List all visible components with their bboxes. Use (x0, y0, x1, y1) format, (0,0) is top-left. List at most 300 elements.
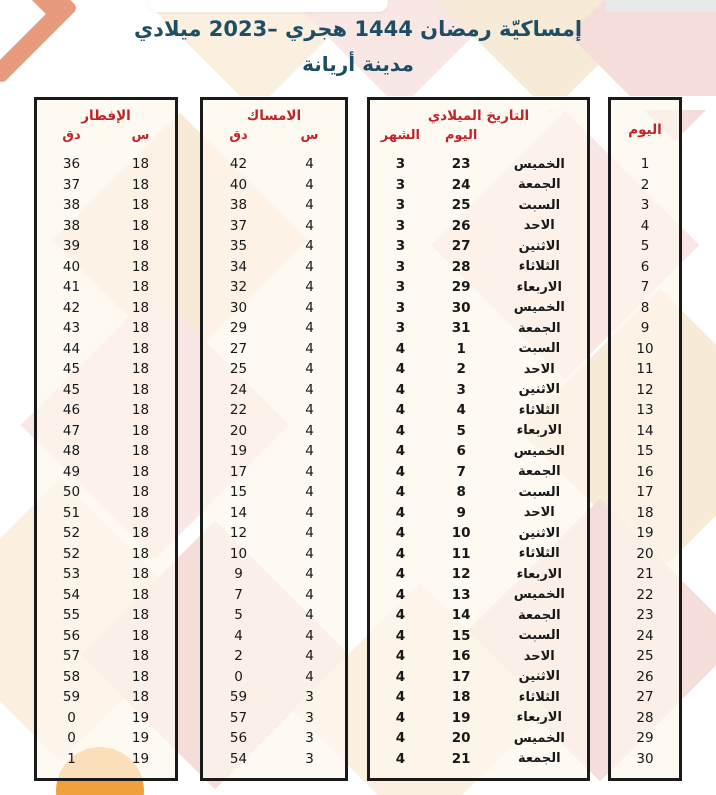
cell-ramadan-day: 29 (636, 730, 654, 747)
cell-imsak-hour: 4 (305, 484, 314, 501)
table-row-iftar (37, 154, 175, 175)
cell-imsak-minute: 30 (229, 299, 248, 316)
cell-ramadan-day: 7 (640, 279, 650, 296)
cell-iftar-hour: 18 (131, 648, 150, 665)
cell-gregorian-month: 4 (395, 750, 406, 767)
cell-weekday: الخميس (513, 730, 565, 746)
table-row-gregorian-date (370, 462, 587, 483)
table-row-imsak (203, 605, 345, 626)
cell-imsak-minute: 20 (229, 422, 248, 439)
cell-weekday: الاحد (523, 648, 555, 664)
table-row-ramadan-day (611, 646, 679, 667)
table-imsak (200, 97, 348, 781)
cell-ramadan-day: 13 (636, 402, 654, 419)
header-gregorian-weekday (492, 126, 587, 146)
table-row-ramadan-day (611, 585, 679, 606)
cell-weekday: الاحد (523, 505, 555, 521)
cell-gregorian-month: 3 (395, 238, 406, 255)
table-row-imsak (203, 216, 345, 237)
cell-gregorian-month: 3 (395, 258, 406, 275)
table-row-ramadan-day (611, 564, 679, 585)
cell-ramadan-day: 22 (636, 586, 654, 603)
cell-ramadan-day: 12 (636, 381, 654, 398)
cell-gregorian-day: 18 (451, 689, 471, 706)
cell-gregorian-day: 31 (451, 320, 471, 337)
cell-imsak-minute: 12 (229, 525, 248, 542)
cell-imsak-minute: 2 (234, 648, 243, 665)
cell-gregorian-day: 27 (451, 238, 471, 255)
cell-weekday: الاثنين (518, 382, 560, 398)
cell-gregorian-day: 16 (451, 648, 471, 665)
cell-iftar-hour: 18 (131, 545, 150, 562)
cell-imsak-hour: 4 (305, 525, 314, 542)
table-imsak-body (203, 154, 345, 769)
table-row-iftar (37, 257, 175, 278)
cell-weekday: الاربعاء (516, 710, 562, 726)
table-row-iftar (37, 605, 175, 626)
cell-imsak-hour: 4 (305, 545, 314, 562)
table-ramadan-day (608, 97, 682, 781)
table-row-imsak (203, 400, 345, 421)
table-row-iftar (37, 298, 175, 319)
cell-ramadan-day: 16 (636, 463, 654, 480)
table-row-gregorian-date (370, 195, 587, 216)
cell-iftar-minute: 37 (62, 176, 81, 193)
table-row-gregorian-date (370, 318, 587, 339)
table-row-gregorian-date (370, 728, 587, 749)
cell-ramadan-day: 21 (636, 566, 654, 583)
table-row-iftar (37, 400, 175, 421)
cell-imsak-hour: 4 (305, 381, 314, 398)
table-row-iftar (37, 523, 175, 544)
cell-gregorian-day: 15 (451, 627, 471, 644)
table-row-ramadan-day (611, 687, 679, 708)
cell-weekday: الاثنين (518, 238, 560, 254)
table-row-ramadan-day (611, 605, 679, 626)
table-row-ramadan-day (611, 339, 679, 360)
cell-iftar-hour: 18 (131, 689, 150, 706)
table-row-ramadan-day (611, 708, 679, 729)
cell-ramadan-day: 24 (636, 627, 654, 644)
cell-imsak-hour: 4 (305, 340, 314, 357)
cell-gregorian-month: 4 (395, 607, 406, 624)
cell-ramadan-day: 23 (636, 607, 654, 624)
cell-iftar-minute: 44 (62, 340, 81, 357)
header-gregorian-title: التاريخ الميلادي (427, 108, 530, 124)
cell-imsak-hour: 4 (305, 197, 314, 214)
cell-gregorian-month: 3 (395, 197, 406, 214)
table-row-imsak (203, 523, 345, 544)
table-row-imsak (203, 687, 345, 708)
table-row-gregorian-date (370, 236, 587, 257)
cell-weekday: الجمعة (517, 464, 561, 480)
cell-gregorian-month: 4 (395, 504, 406, 521)
cell-gregorian-month: 4 (395, 545, 406, 562)
table-row-iftar (37, 380, 175, 401)
cell-gregorian-day: 28 (451, 258, 471, 275)
table-row-ramadan-day (611, 216, 679, 237)
cell-iftar-hour: 18 (131, 320, 150, 337)
table-row-gregorian-date (370, 749, 587, 770)
cell-imsak-hour: 3 (305, 750, 314, 767)
cell-weekday: الاحد (523, 361, 555, 377)
cell-gregorian-day: 19 (451, 709, 471, 726)
cell-imsak-hour: 4 (305, 402, 314, 419)
cell-weekday: الاثنين (518, 525, 560, 541)
cell-imsak-minute: 59 (229, 689, 248, 706)
cell-imsak-minute: 17 (229, 463, 248, 480)
cell-gregorian-day: 11 (451, 545, 471, 562)
table-row-ramadan-day (611, 462, 679, 483)
cell-imsak-hour: 4 (305, 668, 314, 685)
cell-gregorian-month: 4 (395, 484, 406, 501)
table-row-ramadan-day (611, 380, 679, 401)
cell-gregorian-day: 21 (451, 750, 471, 767)
table-row-gregorian-date (370, 564, 587, 585)
cell-gregorian-month: 3 (395, 217, 406, 234)
cell-iftar-hour: 19 (131, 709, 150, 726)
table-row-gregorian-date (370, 605, 587, 626)
cell-gregorian-month: 3 (395, 156, 406, 173)
cell-ramadan-day: 5 (640, 238, 650, 255)
cell-imsak-minute: 9 (234, 566, 243, 583)
cell-ramadan-day: 26 (636, 668, 654, 685)
cell-imsak-hour: 4 (305, 258, 314, 275)
table-row-iftar (37, 236, 175, 257)
table-row-imsak (203, 441, 345, 462)
cell-imsak-minute: 57 (229, 709, 248, 726)
cell-gregorian-day: 13 (451, 586, 471, 603)
table-row-gregorian-date (370, 359, 587, 380)
table-row-iftar (37, 462, 175, 483)
table-row-gregorian-date (370, 523, 587, 544)
table-row-gregorian-date (370, 400, 587, 421)
table-row-iftar (37, 503, 175, 524)
table-row-ramadan-day (611, 277, 679, 298)
cell-gregorian-day: 4 (456, 402, 466, 419)
cell-gregorian-month: 4 (395, 586, 406, 603)
cell-ramadan-day: 28 (636, 709, 654, 726)
cell-imsak-hour: 4 (305, 627, 314, 644)
table-row-gregorian-date (370, 154, 587, 175)
cell-iftar-minute: 52 (62, 545, 81, 562)
cell-gregorian-month: 4 (395, 525, 406, 542)
cell-imsak-hour: 4 (305, 463, 314, 480)
cell-gregorian-month: 4 (395, 566, 406, 583)
table-row-iftar (37, 544, 175, 565)
table-row-imsak (203, 544, 345, 565)
cell-weekday: الثلاثاء (518, 259, 560, 275)
cell-weekday: الاحد (523, 218, 555, 234)
header-imsak-subrow (203, 126, 345, 146)
table-row-imsak (203, 503, 345, 524)
cell-iftar-hour: 18 (131, 627, 150, 644)
header-ramadan-day-title: اليوم (628, 122, 662, 138)
table-row-iftar (37, 359, 175, 380)
table-row-ramadan-day (611, 400, 679, 421)
cell-weekday: الخميس (513, 156, 565, 172)
cell-imsak-minute: 38 (229, 197, 248, 214)
cell-gregorian-month: 4 (395, 668, 406, 685)
cell-iftar-hour: 18 (131, 484, 150, 501)
header-imsak-hour: س (300, 128, 319, 144)
table-row-ramadan-day (611, 421, 679, 442)
cell-gregorian-month: 4 (395, 340, 406, 357)
table-row-imsak (203, 359, 345, 380)
cell-imsak-hour: 4 (305, 238, 314, 255)
cell-gregorian-month: 4 (395, 463, 406, 480)
table-row-imsak (203, 236, 345, 257)
cell-iftar-minute: 51 (62, 504, 81, 521)
cell-iftar-minute: 36 (62, 156, 81, 173)
cell-gregorian-day: 29 (451, 279, 471, 296)
cell-imsak-minute: 25 (229, 361, 248, 378)
table-row-gregorian-date (370, 646, 587, 667)
cell-ramadan-day: 4 (640, 217, 650, 234)
cell-imsak-hour: 4 (305, 443, 314, 460)
table-ramadan-day-body (611, 154, 679, 769)
cell-ramadan-day: 17 (636, 484, 654, 501)
cell-imsak-hour: 4 (305, 299, 314, 316)
header-imsak-title: الامساك (246, 108, 302, 124)
cell-gregorian-day: 20 (451, 730, 471, 747)
cell-imsak-minute: 7 (234, 586, 243, 603)
table-row-gregorian-date (370, 216, 587, 237)
cell-gregorian-month: 3 (395, 176, 406, 193)
cell-weekday: السبت (518, 484, 561, 500)
table-row-imsak (203, 195, 345, 216)
table-row-gregorian-date (370, 277, 587, 298)
table-row-gregorian-date (370, 380, 587, 401)
cell-imsak-minute: 5 (234, 607, 243, 624)
cell-iftar-minute: 58 (62, 668, 81, 685)
table-row-imsak (203, 626, 345, 647)
cell-imsak-minute: 14 (229, 504, 248, 521)
cell-gregorian-day: 14 (451, 607, 471, 624)
cell-weekday: الجمعة (517, 320, 561, 336)
cell-iftar-hour: 18 (131, 258, 150, 275)
cell-ramadan-day: 20 (636, 545, 654, 562)
cell-weekday: الخميس (513, 587, 565, 603)
cell-weekday: الخميس (513, 300, 565, 316)
table-gregorian-date (367, 97, 590, 781)
table-row-iftar (37, 564, 175, 585)
cell-gregorian-day: 5 (456, 422, 466, 439)
cell-imsak-minute: 4 (234, 627, 243, 644)
cell-iftar-minute: 56 (62, 627, 81, 644)
cell-gregorian-day: 12 (451, 566, 471, 583)
cell-iftar-hour: 18 (131, 156, 150, 173)
table-row-gregorian-date (370, 175, 587, 196)
cell-gregorian-day: 1 (456, 340, 466, 357)
table-row-gregorian-date (370, 544, 587, 565)
cell-imsak-minute: 40 (229, 176, 248, 193)
cell-iftar-hour: 19 (131, 750, 150, 767)
cell-imsak-hour: 4 (305, 176, 314, 193)
header-gregorian-day: اليوم (444, 128, 478, 144)
table-row-imsak (203, 749, 345, 770)
table-row-ramadan-day (611, 667, 679, 688)
cell-ramadan-day: 1 (640, 156, 650, 173)
cell-ramadan-day: 6 (640, 258, 650, 275)
table-imsak-header (203, 100, 345, 154)
cell-iftar-hour: 18 (131, 238, 150, 255)
table-iftar-header (37, 100, 175, 154)
cell-iftar-hour: 18 (131, 279, 150, 296)
cell-gregorian-day: 7 (456, 463, 466, 480)
table-row-iftar (37, 728, 175, 749)
table-row-imsak (203, 154, 345, 175)
table-row-ramadan-day (611, 626, 679, 647)
cell-imsak-hour: 4 (305, 361, 314, 378)
table-row-iftar (37, 175, 175, 196)
table-row-ramadan-day (611, 236, 679, 257)
table-row-iftar (37, 339, 175, 360)
cell-imsak-hour: 4 (305, 422, 314, 439)
cell-iftar-minute: 55 (62, 607, 81, 624)
table-row-iftar (37, 687, 175, 708)
cell-iftar-hour: 18 (131, 422, 150, 439)
cell-iftar-hour: 18 (131, 361, 150, 378)
cell-gregorian-day: 3 (456, 381, 466, 398)
cell-ramadan-day: 14 (636, 422, 654, 439)
cell-imsak-hour: 4 (305, 504, 314, 521)
header-gregorian-month: الشهر (380, 128, 421, 144)
table-row-gregorian-date (370, 421, 587, 442)
cell-iftar-minute: 41 (62, 279, 81, 296)
table-row-ramadan-day (611, 503, 679, 524)
table-row-iftar (37, 482, 175, 503)
cell-imsak-hour: 4 (305, 320, 314, 337)
cell-iftar-hour: 18 (131, 381, 150, 398)
table-row-ramadan-day (611, 318, 679, 339)
table-row-imsak (203, 564, 345, 585)
cell-iftar-minute: 49 (62, 463, 81, 480)
cell-imsak-minute: 54 (229, 750, 248, 767)
cell-imsak-minute: 22 (229, 402, 248, 419)
cell-iftar-hour: 18 (131, 299, 150, 316)
cell-imsak-hour: 4 (305, 607, 314, 624)
cell-ramadan-day: 18 (636, 504, 654, 521)
table-row-gregorian-date (370, 708, 587, 729)
cell-gregorian-month: 4 (395, 422, 406, 439)
cell-ramadan-day: 25 (636, 648, 654, 665)
page-subtitle-city: مدينة أريانة (302, 51, 414, 76)
table-row-imsak (203, 257, 345, 278)
cell-weekday: الثلاثاء (518, 402, 560, 418)
table-row-imsak (203, 728, 345, 749)
header-iftar-minute: دق (62, 128, 81, 144)
cell-gregorian-month: 3 (395, 299, 406, 316)
cell-imsak-minute: 35 (229, 238, 248, 255)
cell-weekday: الاربعاء (516, 423, 562, 439)
table-iftar-body (37, 154, 175, 769)
table-row-ramadan-day (611, 154, 679, 175)
cell-ramadan-day: 8 (640, 299, 650, 316)
cell-imsak-minute: 29 (229, 320, 248, 337)
cell-iftar-minute: 47 (62, 422, 81, 439)
cell-gregorian-day: 10 (451, 525, 471, 542)
table-iftar (34, 97, 178, 781)
table-row-imsak (203, 175, 345, 196)
cell-iftar-minute: 40 (62, 258, 81, 275)
table-row-iftar (37, 421, 175, 442)
cell-gregorian-day: 30 (451, 299, 471, 316)
cell-iftar-minute: 1 (67, 750, 76, 767)
cell-iftar-minute: 0 (67, 730, 76, 747)
cell-iftar-minute: 57 (62, 648, 81, 665)
cell-imsak-hour: 4 (305, 648, 314, 665)
cell-gregorian-month: 3 (395, 279, 406, 296)
cell-iftar-minute: 38 (62, 197, 81, 214)
table-row-imsak (203, 667, 345, 688)
cell-gregorian-month: 4 (395, 402, 406, 419)
table-row-iftar (37, 277, 175, 298)
table-row-iftar (37, 318, 175, 339)
cell-imsak-minute: 19 (229, 443, 248, 460)
table-row-imsak (203, 708, 345, 729)
cell-imsak-minute: 32 (229, 279, 248, 296)
cell-weekday: السبت (518, 628, 561, 644)
table-row-imsak (203, 462, 345, 483)
cell-iftar-minute: 50 (62, 484, 81, 501)
table-row-iftar (37, 646, 175, 667)
cell-imsak-hour: 3 (305, 689, 314, 706)
cell-imsak-minute: 27 (229, 340, 248, 357)
cell-iftar-minute: 42 (62, 299, 81, 316)
table-row-iftar (37, 626, 175, 647)
cell-gregorian-day: 25 (451, 197, 471, 214)
cell-gregorian-day: 2 (456, 361, 466, 378)
cell-weekday: الخميس (513, 443, 565, 459)
cell-ramadan-day: 30 (636, 750, 654, 767)
table-row-ramadan-day (611, 298, 679, 319)
header-iftar-subrow (37, 126, 175, 146)
table-row-gregorian-date (370, 441, 587, 462)
page-title: إمساكيّة رمضان 1444 هجري –2023 ميلادي (133, 17, 583, 41)
table-row-imsak (203, 585, 345, 606)
cell-gregorian-day: 17 (451, 668, 471, 685)
table-row-ramadan-day (611, 544, 679, 565)
table-gregorian-date-body (370, 154, 587, 769)
cell-weekday: الجمعة (517, 607, 561, 623)
table-row-ramadan-day (611, 749, 679, 770)
cell-imsak-minute: 34 (229, 258, 248, 275)
cell-ramadan-day: 27 (636, 689, 654, 706)
cell-iftar-hour: 18 (131, 607, 150, 624)
cell-ramadan-day: 19 (636, 525, 654, 542)
cell-iftar-minute: 39 (62, 238, 81, 255)
table-row-gregorian-date (370, 503, 587, 524)
table-row-gregorian-date (370, 626, 587, 647)
cell-imsak-minute: 10 (229, 545, 248, 562)
cell-ramadan-day: 3 (640, 197, 650, 214)
cell-weekday: الاربعاء (516, 566, 562, 582)
cell-iftar-minute: 46 (62, 402, 81, 419)
cell-weekday: السبت (518, 341, 561, 357)
cell-iftar-minute: 38 (62, 217, 81, 234)
table-row-ramadan-day (611, 441, 679, 462)
cell-gregorian-month: 4 (395, 361, 406, 378)
cell-iftar-hour: 18 (131, 566, 150, 583)
cell-imsak-minute: 0 (234, 668, 243, 685)
cell-imsak-hour: 4 (305, 586, 314, 603)
table-row-iftar (37, 216, 175, 237)
cell-gregorian-month: 4 (395, 730, 406, 747)
cell-iftar-minute: 53 (62, 566, 81, 583)
cell-gregorian-day: 8 (456, 484, 466, 501)
cell-iftar-hour: 18 (131, 197, 150, 214)
